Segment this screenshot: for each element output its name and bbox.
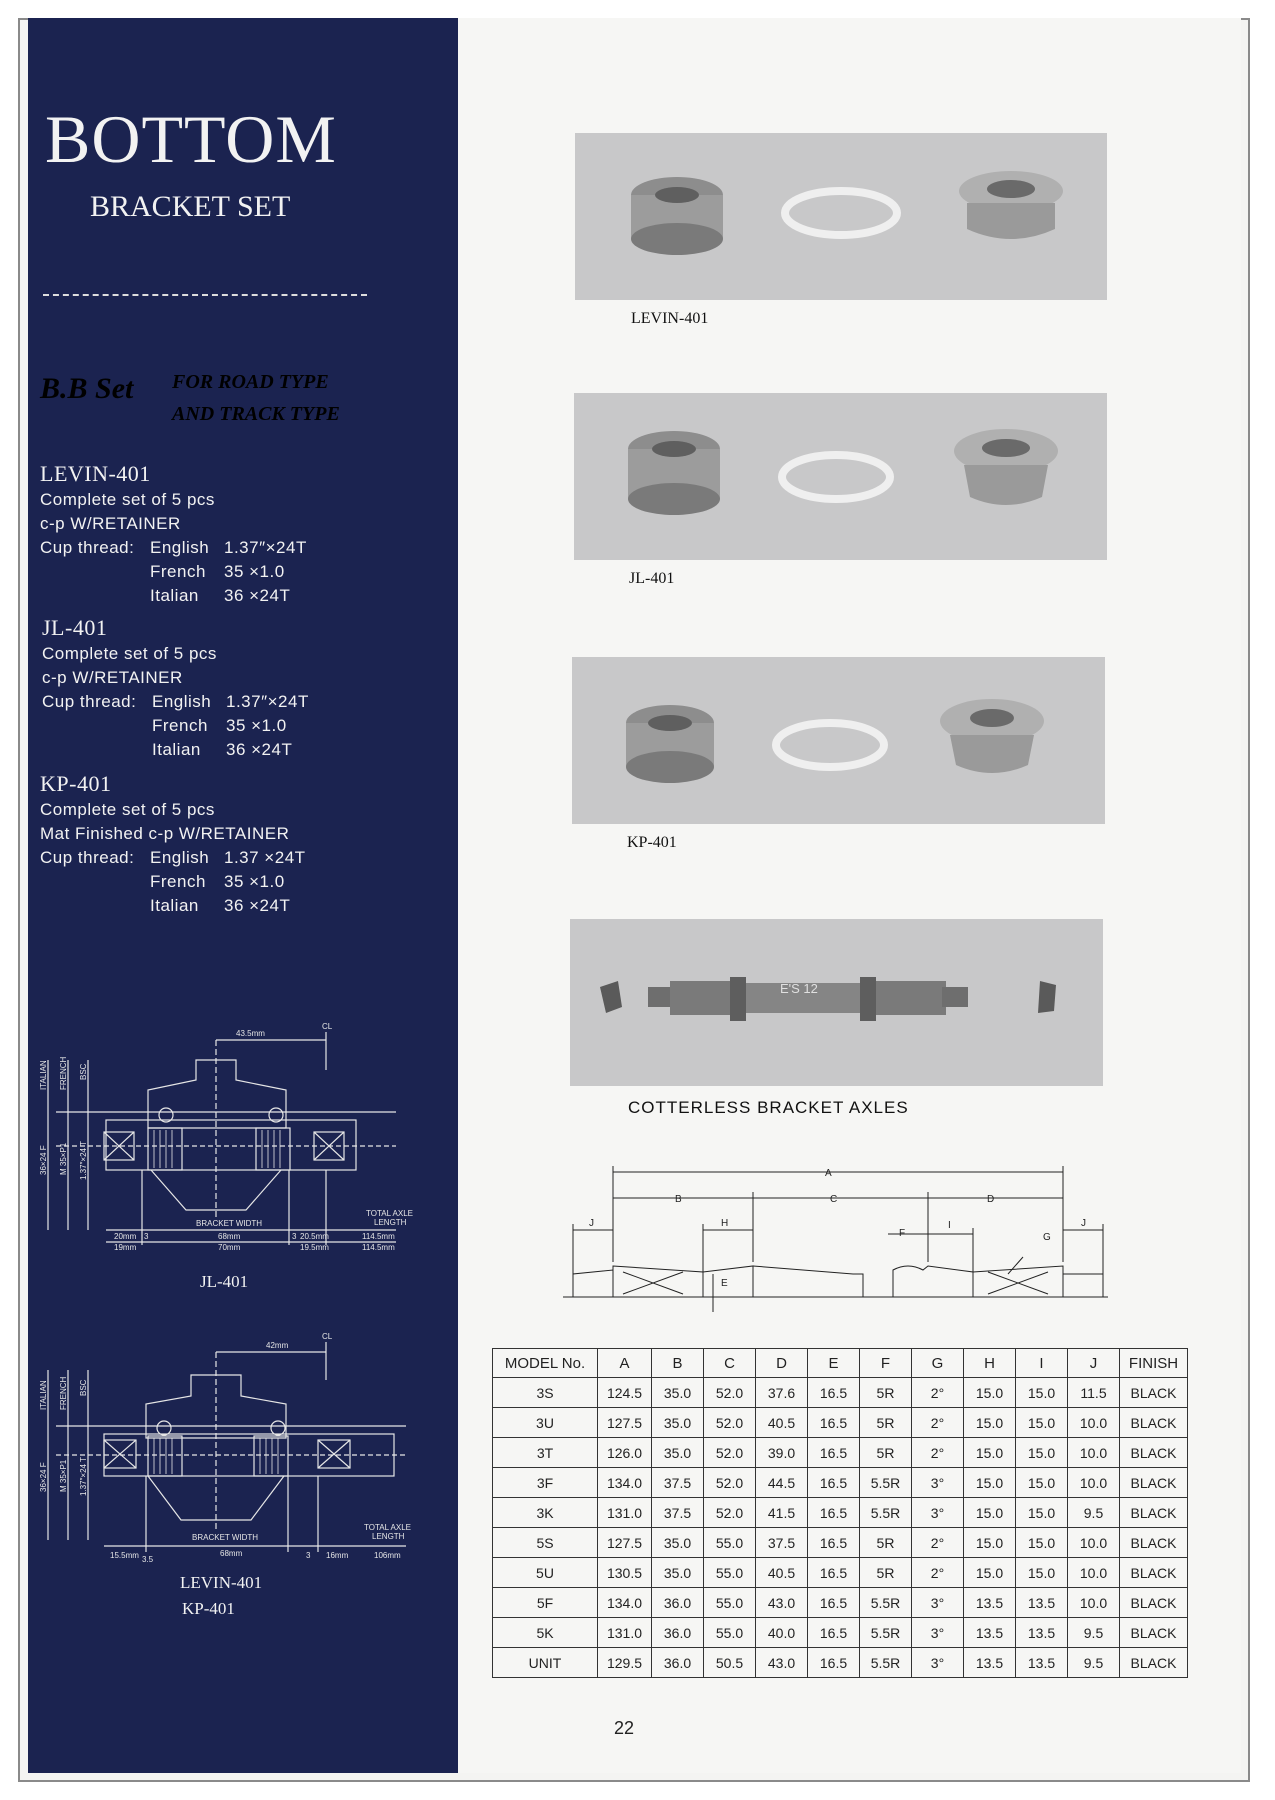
table-cell: 35.0 (652, 1558, 704, 1588)
diagram-caption: LEVIN-401 (180, 1573, 263, 1592)
jl-401-photo (574, 393, 1107, 560)
model-number-cell: 3S (493, 1378, 598, 1408)
model-name: JL-401 (42, 615, 108, 640)
table-cell: 16.5 (808, 1438, 860, 1468)
table-cell: BLACK (1120, 1408, 1188, 1438)
thread-label: M 35×P1 (59, 1459, 68, 1492)
model-kp (40, 770, 306, 918)
side-label: FRENCH (59, 1056, 68, 1090)
table-cell: 13.5 (1016, 1618, 1068, 1648)
table-cell: 15.0 (964, 1408, 1016, 1438)
table-cell: BLACK (1120, 1558, 1188, 1588)
axle-dimension-diagram (563, 1162, 1108, 1312)
table-cell: 5.5R (860, 1588, 912, 1618)
bracket-parts-image (575, 133, 1107, 300)
model-desc2: c-p W/RETAINER (42, 668, 183, 687)
table-cell: 15.0 (964, 1558, 1016, 1588)
table-cell: 130.5 (598, 1558, 652, 1588)
thread-value: 1.37 ×24T (224, 848, 306, 867)
table-cell: 5.5R (860, 1618, 912, 1648)
table-cell: 15.0 (964, 1468, 1016, 1498)
table-cell: 13.5 (964, 1618, 1016, 1648)
table-cell: 5R (860, 1378, 912, 1408)
table-cell: 15.0 (1016, 1558, 1068, 1588)
model-number-cell: 3U (493, 1408, 598, 1438)
table-cell: 10.0 (1068, 1438, 1120, 1468)
dim-label: 43.5mm (236, 1029, 265, 1038)
table-row (493, 1618, 1188, 1648)
model-desc: Complete set of 5 pcs (40, 490, 215, 509)
thread-lang: English (150, 538, 210, 557)
table-cell: 37.5 (652, 1468, 704, 1498)
axle-photo (570, 919, 1103, 1086)
thread-label: Cup thread: (40, 538, 135, 557)
dim-letter: I (948, 1220, 951, 1231)
total-axle-label: TOTAL AXLE (364, 1523, 411, 1532)
dim-label: 68mm (218, 1232, 241, 1241)
table-cell: 124.5 (598, 1378, 652, 1408)
table-cell: 16.5 (808, 1648, 860, 1678)
table-header-cell: E (808, 1349, 860, 1378)
dim-letter: B (675, 1194, 682, 1205)
side-label: ITALIAN (39, 1380, 48, 1410)
model-number-cell: 5U (493, 1558, 598, 1588)
table-cell: 16.5 (808, 1468, 860, 1498)
thread-value: 36 ×24T (226, 740, 293, 759)
diagram-caption: KP-401 (182, 1599, 235, 1618)
table-cell: 55.0 (704, 1588, 756, 1618)
thread-label: Cup thread: (40, 848, 135, 867)
table-cell: 131.0 (598, 1618, 652, 1648)
bbset-type (172, 366, 340, 430)
photo-caption: JL-401 (629, 570, 675, 587)
table-cell: 2° (912, 1438, 964, 1468)
table-header-cell: D (756, 1349, 808, 1378)
model-desc2: c-p W/RETAINER (40, 514, 181, 533)
table-cell: 44.5 (756, 1468, 808, 1498)
table-cell: 16.5 (808, 1528, 860, 1558)
thread-lang: Italian (152, 740, 201, 759)
table-cell: 16.5 (808, 1588, 860, 1618)
table-cell: 13.5 (1016, 1648, 1068, 1678)
dim-label: 20.5mm (300, 1232, 329, 1241)
table-cell: 13.5 (964, 1588, 1016, 1618)
table-cell: 15.0 (964, 1438, 1016, 1468)
table-cell: 131.0 (598, 1498, 652, 1528)
model-name: KP-401 (40, 771, 112, 796)
table-cell: 5R (860, 1408, 912, 1438)
table-cell: 11.5 (1068, 1378, 1120, 1408)
table-cell: 40.0 (756, 1618, 808, 1648)
axle-image (570, 919, 1103, 1086)
bbset-label: B.B Set (40, 372, 134, 405)
table-cell: BLACK (1120, 1468, 1188, 1498)
table-header-cell: I (1016, 1349, 1068, 1378)
table-cell: 43.0 (756, 1648, 808, 1678)
dim-letter: H (721, 1218, 729, 1229)
dim-label: 3 (144, 1232, 149, 1241)
table-cell: BLACK (1120, 1648, 1188, 1678)
table-cell: BLACK (1120, 1498, 1188, 1528)
table-cell: 126.0 (598, 1438, 652, 1468)
table-row (493, 1438, 1188, 1468)
table-header-cell: MODEL No. (493, 1349, 598, 1378)
table-cell: 37.5 (652, 1498, 704, 1528)
dim-label: 15.5mm (110, 1551, 139, 1560)
thread-lang: French (150, 872, 206, 891)
table-cell: 36.0 (652, 1618, 704, 1648)
table-cell: 55.0 (704, 1528, 756, 1558)
table-row (493, 1408, 1188, 1438)
bbset-type-line2: AND TRACK TYPE (172, 403, 340, 425)
table-cell: 5.5R (860, 1468, 912, 1498)
table-cell: 3° (912, 1468, 964, 1498)
table-cell: 15.0 (1016, 1438, 1068, 1468)
table-header-cell: F (860, 1349, 912, 1378)
table-cell: 35.0 (652, 1438, 704, 1468)
table-cell: 15.0 (1016, 1528, 1068, 1558)
dim-letter: C (830, 1194, 838, 1205)
thread-lang: Italian (150, 586, 199, 605)
table-cell: 10.0 (1068, 1468, 1120, 1498)
model-number-cell: 5K (493, 1618, 598, 1648)
table-row (493, 1588, 1188, 1618)
page-title: BOTTOM (45, 101, 337, 177)
levin-401-cross-section-diagram (36, 1330, 436, 1570)
table-cell: 5.5R (860, 1648, 912, 1678)
dim-letter: D (987, 1194, 995, 1205)
table-cell: 52.0 (704, 1408, 756, 1438)
thread-label: 1.37″×24 T (79, 1141, 88, 1180)
table-cell: 35.0 (652, 1408, 704, 1438)
table-cell: 16.5 (808, 1408, 860, 1438)
table-row (493, 1528, 1188, 1558)
dim-label: 19mm (114, 1243, 137, 1252)
table-header-cell: B (652, 1349, 704, 1378)
table-cell: 15.0 (1016, 1498, 1068, 1528)
table-cell: 5R (860, 1528, 912, 1558)
axle-spec-table (492, 1348, 1188, 1678)
bbset-type-line1: FOR ROAD TYPE (172, 371, 329, 393)
table-cell: 15.0 (1016, 1408, 1068, 1438)
thread-lang: French (152, 716, 208, 735)
dim-label: 114.5mm (362, 1232, 395, 1241)
table-cell: 2° (912, 1528, 964, 1558)
levin-401-photo (575, 133, 1107, 300)
thread-value: 35 ×1.0 (226, 716, 287, 735)
table-cell: 15.0 (1016, 1378, 1068, 1408)
table-cell: 3° (912, 1588, 964, 1618)
dim-label: 42mm (266, 1341, 289, 1350)
table-cell: 50.5 (704, 1648, 756, 1678)
thread-value: 1.37″×24T (226, 692, 309, 711)
table-cell: 37.6 (756, 1378, 808, 1408)
table-cell: 10.0 (1068, 1558, 1120, 1588)
thread-label: 36×24 F (39, 1145, 48, 1175)
table-cell: 9.5 (1068, 1618, 1120, 1648)
table-cell: 5.5R (860, 1498, 912, 1528)
table-header-cell: A (598, 1349, 652, 1378)
table-cell: 16.5 (808, 1498, 860, 1528)
model-name: LEVIN-401 (40, 461, 151, 486)
divider (43, 294, 367, 296)
thread-label: M 35×P1 (59, 1142, 68, 1175)
dim-letter: A (825, 1168, 832, 1179)
page-number: 22 (614, 1718, 635, 1738)
dim-letter: E (721, 1278, 728, 1289)
table-cell: 41.5 (756, 1498, 808, 1528)
dim-label: 3 (292, 1232, 297, 1241)
thread-value: 35 ×1.0 (224, 872, 285, 891)
table-header-row (493, 1349, 1188, 1378)
thread-lang: Italian (150, 896, 199, 915)
table-header-cell: C (704, 1349, 756, 1378)
table-cell: 55.0 (704, 1558, 756, 1588)
table-header-cell: FINISH (1120, 1349, 1188, 1378)
model-desc: Complete set of 5 pcs (40, 800, 215, 819)
table-cell: 16.5 (808, 1378, 860, 1408)
dim-letter: J (1081, 1218, 1086, 1229)
axle-stamp: E'S 12 (780, 981, 818, 996)
cl-label: CL (322, 1022, 333, 1031)
table-cell: BLACK (1120, 1378, 1188, 1408)
table-cell: 36.0 (652, 1588, 704, 1618)
bracket-width-label: BRACKET WIDTH (192, 1533, 259, 1542)
dim-label: 3 (306, 1551, 311, 1560)
photo-caption: KP-401 (627, 834, 677, 851)
bracket-width-label: BRACKET WIDTH (196, 1219, 263, 1228)
table-cell: 134.0 (598, 1588, 652, 1618)
table-cell: 134.0 (598, 1468, 652, 1498)
thread-value: 1.37″×24T (224, 538, 307, 557)
table-cell: 15.0 (964, 1498, 1016, 1528)
table-cell: BLACK (1120, 1438, 1188, 1468)
axle-caption: COTTERLESS BRACKET AXLES (628, 1098, 909, 1117)
table-cell: 15.0 (964, 1528, 1016, 1558)
table-header-cell: H (964, 1349, 1016, 1378)
table-cell: 52.0 (704, 1498, 756, 1528)
table-cell: 10.0 (1068, 1528, 1120, 1558)
table-cell: 52.0 (704, 1468, 756, 1498)
table-cell: 39.0 (756, 1438, 808, 1468)
table-cell: 52.0 (704, 1378, 756, 1408)
table-cell: 15.0 (1016, 1468, 1068, 1498)
thread-lang: English (150, 848, 210, 867)
model-number-cell: 3F (493, 1468, 598, 1498)
jl-401-cross-section-diagram (36, 1020, 436, 1260)
thread-label: Cup thread: (42, 692, 137, 711)
thread-lang: English (152, 692, 212, 711)
thread-lang: French (150, 562, 206, 581)
table-cell: 35.0 (652, 1378, 704, 1408)
table-cell: 37.5 (756, 1528, 808, 1558)
table-cell: 9.5 (1068, 1498, 1120, 1528)
table-cell: 10.0 (1068, 1408, 1120, 1438)
thread-value: 36 ×24T (224, 586, 291, 605)
table-header-cell: G (912, 1349, 964, 1378)
model-number-cell: UNIT (493, 1648, 598, 1678)
dim-label: 16mm (326, 1551, 349, 1560)
model-desc: Complete set of 5 pcs (42, 644, 217, 663)
total-axle-label: TOTAL AXLE (366, 1209, 413, 1218)
table-row (493, 1468, 1188, 1498)
table-cell: 43.0 (756, 1588, 808, 1618)
table-cell: 127.5 (598, 1408, 652, 1438)
side-label: FRENCH (59, 1376, 68, 1410)
side-label: ITALIAN (39, 1060, 48, 1090)
dim-label: 68mm (220, 1549, 243, 1558)
table-cell: 13.5 (1016, 1588, 1068, 1618)
model-number-cell: 5F (493, 1588, 598, 1618)
bracket-parts-image (574, 393, 1107, 560)
table-cell: 2° (912, 1378, 964, 1408)
table-cell: 127.5 (598, 1528, 652, 1558)
table-cell: BLACK (1120, 1618, 1188, 1648)
table-header-cell: J (1068, 1349, 1120, 1378)
bracket-parts-image (572, 657, 1105, 824)
thread-label: 36×24 F (39, 1462, 48, 1492)
page-subtitle: BRACKET SET (90, 190, 291, 223)
dim-letter: J (589, 1218, 594, 1229)
table-cell: 10.0 (1068, 1588, 1120, 1618)
table-cell: BLACK (1120, 1528, 1188, 1558)
table-cell: 16.5 (808, 1558, 860, 1588)
table-cell: 40.5 (756, 1558, 808, 1588)
dim-letter: F (899, 1228, 906, 1239)
table-cell: 36.0 (652, 1648, 704, 1678)
table-cell: 52.0 (704, 1438, 756, 1468)
diagram-caption: JL-401 (200, 1272, 249, 1291)
table-cell: 9.5 (1068, 1648, 1120, 1678)
table-cell: 3° (912, 1618, 964, 1648)
table-row (493, 1558, 1188, 1588)
model-number-cell: 3K (493, 1498, 598, 1528)
cl-label: CL (322, 1332, 333, 1341)
thread-label: 1.37″×24 T (79, 1457, 88, 1496)
table-cell: BLACK (1120, 1588, 1188, 1618)
dim-label: 3.5 (142, 1555, 154, 1564)
table-cell: 3° (912, 1498, 964, 1528)
table-cell: 2° (912, 1408, 964, 1438)
model-jl (42, 614, 309, 762)
table-cell: 3° (912, 1648, 964, 1678)
table-cell: 5R (860, 1558, 912, 1588)
table-row (493, 1498, 1188, 1528)
dim-letter: G (1043, 1232, 1051, 1243)
dim-label: 19.5mm (300, 1243, 329, 1252)
table-cell: 15.0 (964, 1378, 1016, 1408)
dim-label: 20mm (114, 1232, 137, 1241)
dim-label: 114.5mm (362, 1243, 395, 1252)
model-number-cell: 3T (493, 1438, 598, 1468)
side-label: BSC (79, 1379, 88, 1396)
length-label: LENGTH (372, 1532, 405, 1541)
table-cell: 13.5 (964, 1648, 1016, 1678)
model-number-cell: 5S (493, 1528, 598, 1558)
table-cell: 40.5 (756, 1408, 808, 1438)
table-cell: 35.0 (652, 1528, 704, 1558)
dim-label: 106mm (374, 1551, 401, 1560)
table-row (493, 1378, 1188, 1408)
thread-value: 35 ×1.0 (224, 562, 285, 581)
table-cell: 16.5 (808, 1618, 860, 1648)
length-label: LENGTH (374, 1218, 407, 1227)
table-row (493, 1648, 1188, 1678)
kp-401-photo (572, 657, 1105, 824)
thread-value: 36 ×24T (224, 896, 291, 915)
table-cell: 5R (860, 1438, 912, 1468)
photo-caption: LEVIN-401 (631, 310, 709, 327)
model-desc2: Mat Finished c-p W/RETAINER (40, 824, 290, 843)
dim-label: 70mm (218, 1243, 241, 1252)
table-cell: 2° (912, 1558, 964, 1588)
side-label: BSC (79, 1063, 88, 1080)
table-cell: 129.5 (598, 1648, 652, 1678)
model-levin (40, 460, 307, 608)
table-cell: 55.0 (704, 1618, 756, 1648)
